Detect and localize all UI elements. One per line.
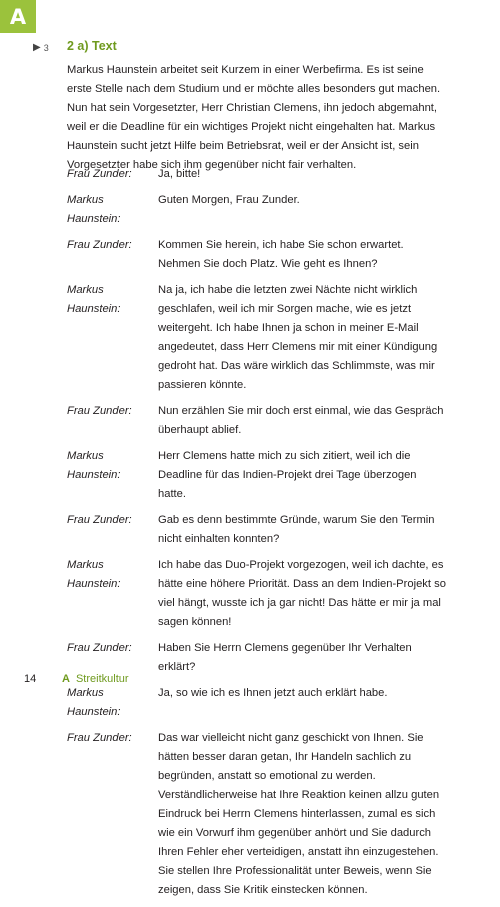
- speaker-name: Markus Haunstein:: [67, 284, 121, 315]
- dialogue-turn: [67, 402, 447, 440]
- audio-track-marker[interactable]: [33, 42, 49, 53]
- speech-text: Herr Clemens hatte mich zu sich zitiert, weil ich die Deadline für das Indien-Projekt drei Tage überzogen hatte.: [158, 450, 417, 500]
- speech-text: Guten Morgen, Frau Zunder.: [158, 194, 300, 206]
- speech-text: Ich habe das Duo-Projekt vorgezogen, weil ich dachte, es hätte eine höhere Priorität. Dass an dem Indien-Projekt so viel hängt, wusste ich ja gar nicht! Das hätte er mir ja mal sagen können!: [158, 559, 446, 628]
- speaker-name: Markus Haunstein:: [67, 194, 121, 225]
- speech-text: Na ja, ich habe die letzten zwei Nächte nicht wirklich geschlafen, weil ich mir Sorgen mache, wie es jetzt weitergeht. Ich habe Ihnen ja schon in meiner E-Mail angedeutet, dass Herr Clemens mir mit einer Kündigung gedroht hat. Das wäre wirklich das Schlimmste, was mir passieren könnte.: [158, 284, 438, 391]
- speaker-name: Frau Zunder:: [67, 642, 132, 654]
- dialogue-turn: [67, 511, 447, 549]
- intro-paragraph: Markus Haunstein arbeitet seit Kurzem in einer Werbefirma. Es ist seine erste Stelle nach dem Studium und er möchte alles besonders gut machen. Nun hat sein Vorgesetzter, Herr Christian Clemens, ihn jedoch abgemahnt, weil er die Deadline für ein wichtiges Projekt nicht eingehalten hat. Markus Haunstein sucht jetzt Hilfe beim Betriebsrat, weil er der Ansicht ist, sein Vorgesetzter habe sich ihm gegenüber nicht fair verhalten.: [67, 64, 441, 171]
- page-footer: [24, 673, 129, 685]
- footer-chapter-letter: A: [62, 673, 70, 685]
- speech-text: Gab es denn bestimmte Gründe, warum Sie den Termin nicht einhalten konnten?: [158, 514, 435, 545]
- section-heading: 2 a) Text: [67, 39, 117, 53]
- dialogue-turn: [67, 684, 447, 722]
- dialogue-turn: [67, 165, 447, 184]
- speaker-name: Frau Zunder:: [67, 239, 132, 251]
- dialogue-turn: [67, 281, 447, 395]
- speaker-name: Frau Zunder:: [67, 168, 132, 180]
- dialogue-turn: [67, 729, 447, 900]
- speech-text: Haben Sie Herrn Clemens gegenüber Ihr Verhalten erklärt?: [158, 642, 412, 673]
- speech-text: Das war vielleicht nicht ganz geschickt von Ihnen. Sie hätten besser daran getan, Ihr Handeln sachlich zu begründen, anstatt so emotional zu werden. Verständlicherweise hat Ihre Reaktion keinen allzu guten Eindruck bei Herrn Clemens hinterlassen, zumal es sich wie ein Vorwurf ihm gegenüber anhört und Sie dadurch Ihren Fehler eher verteidigen, anstatt ihn einzugestehen. Sie stellen Ihre Professionalität unter Beweis, wenn Sie zeigen, dass Sie Kritik einstecken können.: [158, 732, 440, 896]
- dialogue-turn: [67, 447, 447, 504]
- dialogue-turn: [67, 639, 447, 677]
- track-number: 3: [43, 42, 49, 53]
- footer-chapter-title: Streitkultur: [75, 673, 129, 685]
- speech-text: Nun erzählen Sie mir doch erst einmal, wie das Gespräch überhaupt ablief.: [158, 405, 444, 436]
- dialogue-turn: [67, 191, 447, 229]
- dialogue-turn: [67, 236, 447, 274]
- dialogue: [67, 165, 447, 907]
- dialogue-turn: [67, 556, 447, 632]
- speech-text: Ja, so wie ich es Ihnen jetzt auch erklärt habe.: [158, 687, 388, 699]
- speaker-name: Frau Zunder:: [67, 732, 132, 744]
- chapter-tab: A: [0, 0, 36, 33]
- page-number: 14: [24, 673, 37, 685]
- speech-text: Kommen Sie herein, ich habe Sie schon erwartet. Nehmen Sie doch Platz. Wie geht es Ihnen?: [158, 239, 404, 270]
- speaker-name: Markus Haunstein:: [67, 450, 121, 481]
- speaker-name: Markus Haunstein:: [67, 559, 121, 590]
- speaker-name: Frau Zunder:: [67, 405, 132, 417]
- speaker-name: Frau Zunder:: [67, 514, 132, 526]
- play-icon[interactable]: ▶: [33, 42, 41, 53]
- speaker-name: Markus Haunstein:: [67, 687, 121, 718]
- speech-text: Ja, bitte!: [158, 168, 201, 180]
